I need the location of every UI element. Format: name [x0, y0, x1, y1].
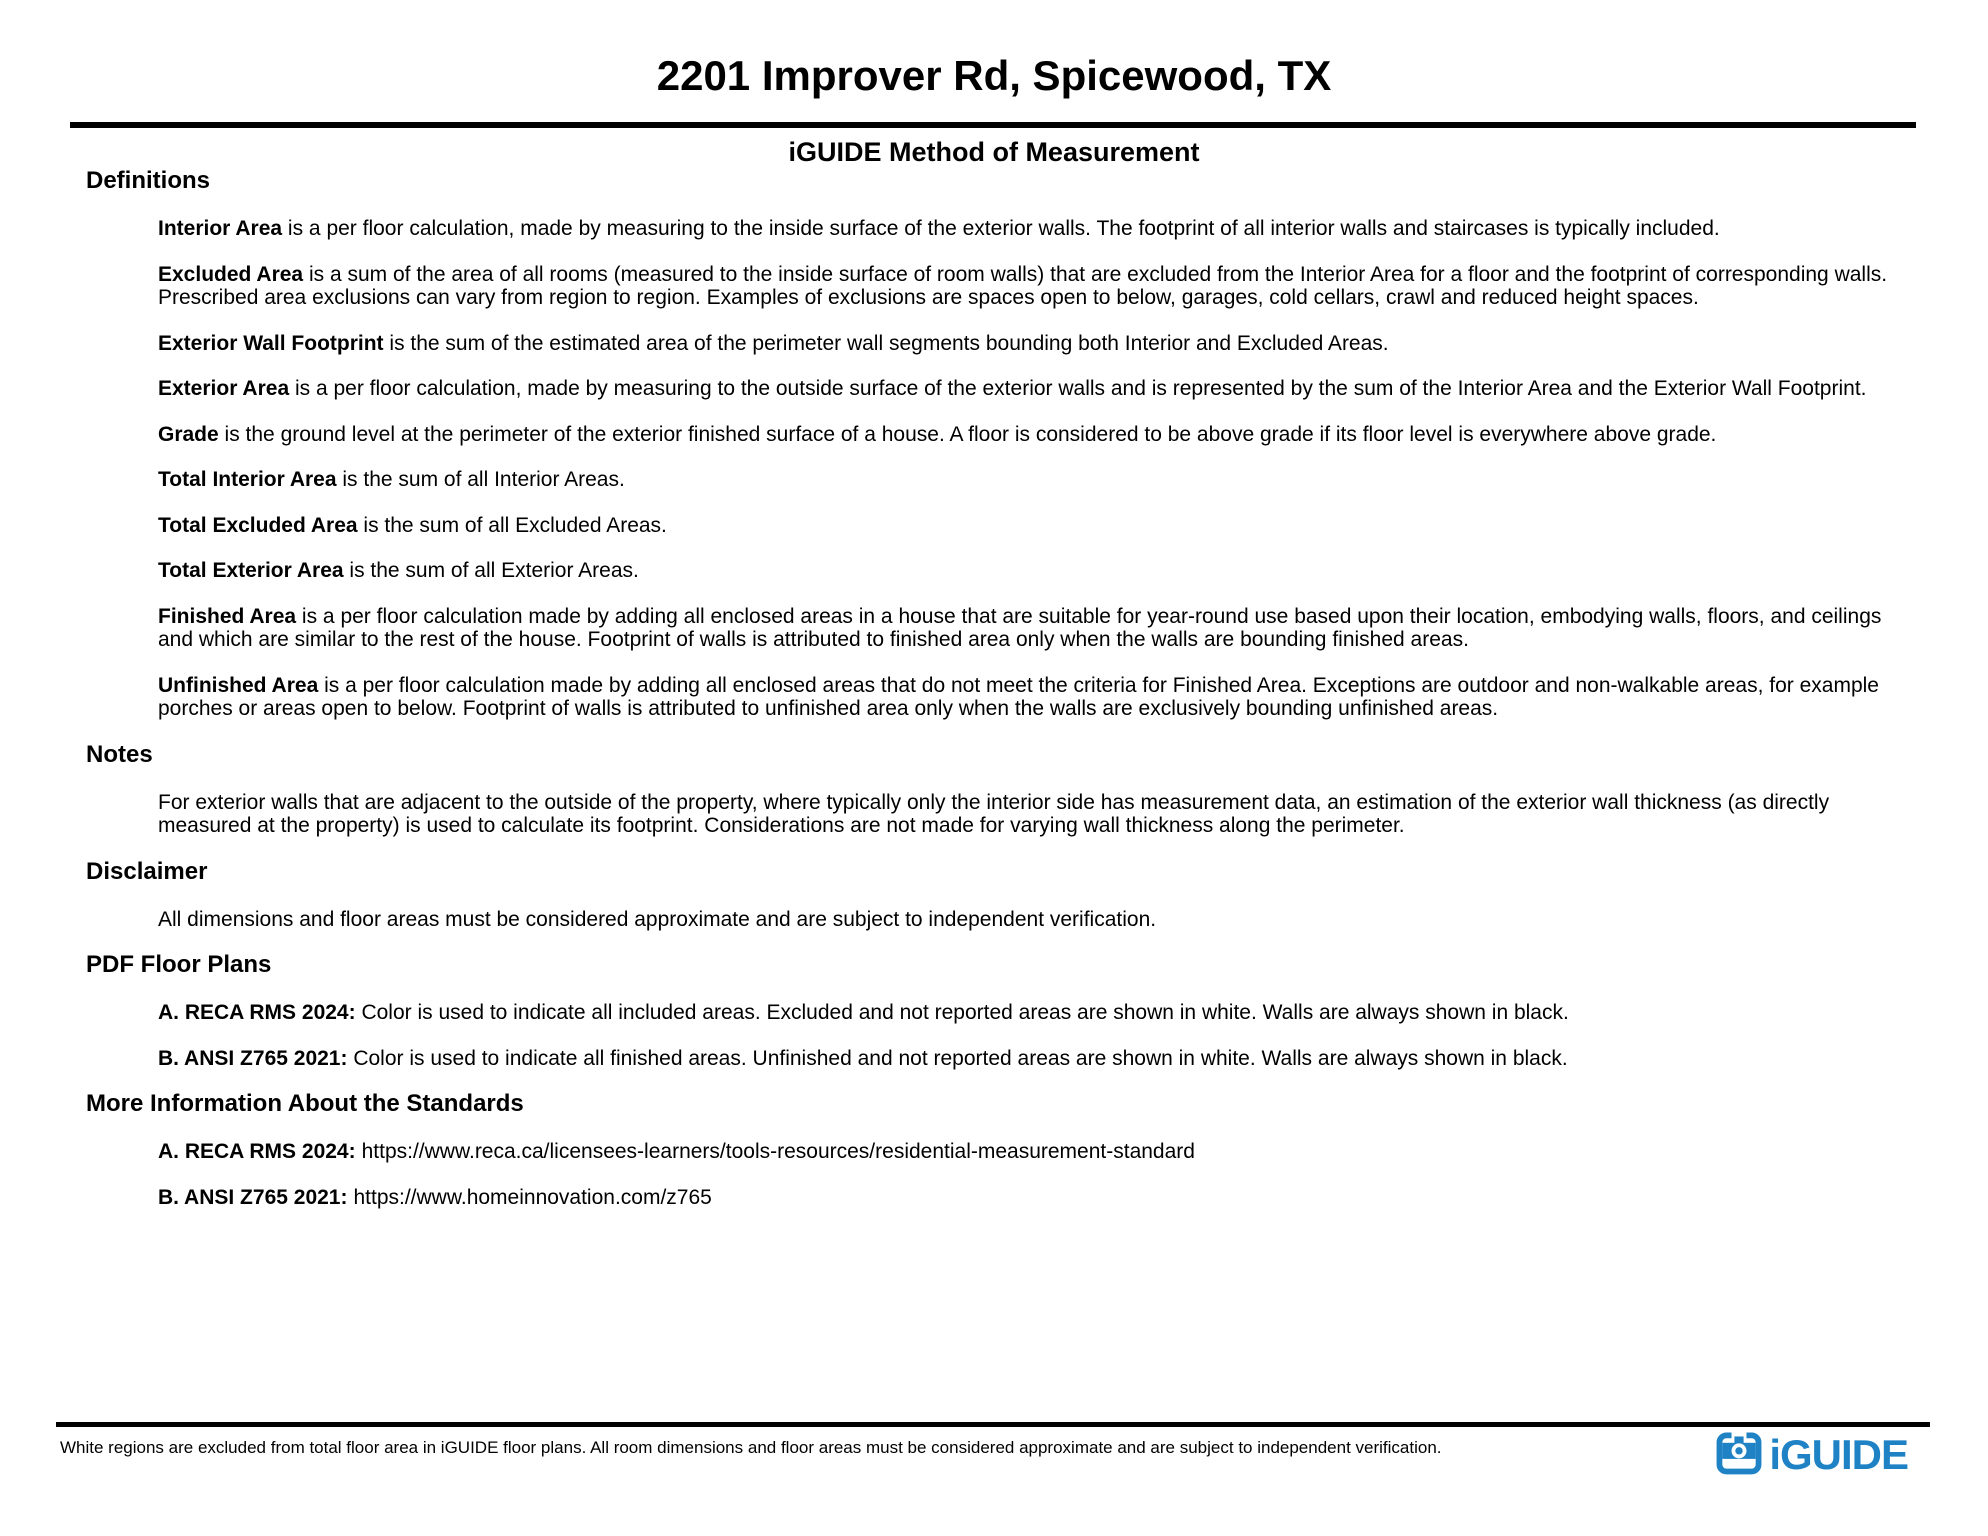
definition-total-exterior-area [158, 559, 1918, 583]
definition-total-excluded-area [158, 514, 1918, 538]
page-footer [0, 1422, 1988, 1480]
standard-label: A. RECA RMS 2024: [158, 1140, 356, 1164]
definition-term: Exterior Wall Footprint [158, 331, 384, 355]
definition-term: Grade [158, 422, 219, 446]
definition-unfinished-area [158, 674, 1918, 721]
definition-total-interior-area [158, 468, 1918, 492]
definition-text: is a per floor calculation, made by measuring to the outside surface of the exterior walls and is represented by the sum of the Interior Area and the Exterior Wall Footprint. [289, 377, 1867, 401]
definition-text: is the sum of the estimated area of the perimeter wall segments bounding both Interior and Excluded Areas. [383, 331, 1389, 355]
definition-term: Total Excluded Area [158, 513, 358, 537]
definition-exterior-area [158, 377, 1918, 401]
definition-text: is the sum of all Interior Areas. [336, 468, 625, 492]
section-heading-disclaimer: Disclaimer [86, 857, 208, 885]
definition-term: Exterior Area [158, 377, 290, 401]
notes-paragraph: For exterior walls that are adjacent to the outside of the property, where typically only the interior side has measurement data, an estimation of the exterior wall thickness (as directly measured at the property) is used to calculate its footprint. Considerations are not made for varying wall thickness along the perimeter. [158, 790, 1830, 838]
definition-excluded-area [158, 263, 1918, 310]
definition-text: is a sum of the area of all rooms (measured to the inside surface of room walls) that are excluded from the Interior Area for a floor and the footprint of corresponding walls. Prescribed area exclusions can vary from region to region. Examples of exclusions are spaces open to below, garages, cold cellars, crawl and reduced height spaces. [158, 262, 1888, 310]
page-title: 2201 Improver Rd, Spicewood, TX [656, 52, 1332, 99]
header-divider [70, 122, 1916, 128]
definition-exterior-wall-footprint [158, 332, 1918, 356]
standard-description: Color is used to indicate all finished areas. Unfinished and not reported areas are shown in white. Walls are always shown in black. [347, 1046, 1568, 1070]
iguide-logo [1716, 1427, 1908, 1480]
definition-term: Interior Area [158, 217, 283, 241]
definition-text: is a per floor calculation made by adding all enclosed areas in a house that are suitable for year-round use based upon their location, embodying walls, floors, and ceilings and which are similar to the rest of the house. Footprint of walls is attributed to finished area only when the walls are bounding finished areas. [158, 604, 1882, 652]
standard-link-item-reca [158, 1140, 1918, 1164]
standard-description: Color is used to indicate all included areas. Excluded and not reported areas are shown in white. Walls are always shown in black. [355, 1001, 1569, 1025]
section-heading-pdf-floor-plans: PDF Floor Plans [86, 951, 272, 979]
definition-text: is the sum of all Exterior Areas. [343, 559, 639, 583]
section-heading-definitions: Definitions [86, 167, 210, 195]
definition-term: Finished Area [158, 604, 297, 628]
section-heading-more-information: More Information About the Standards [86, 1090, 524, 1118]
definition-text: is the ground level at the perimeter of the exterior finished surface of a house. A floor is considered to be above grade if its floor level is everywhere above grade. [218, 422, 1717, 446]
definition-interior-area [158, 217, 1918, 241]
page-subtitle: iGUIDE Method of Measurement [788, 137, 1200, 168]
standard-label: B. ANSI Z765 2021: [158, 1185, 348, 1209]
definition-term: Total Interior Area [158, 468, 337, 492]
pdf-floor-plan-item-reca [158, 1001, 1918, 1025]
footer-note: White regions are excluded from total floor area in iGUIDE floor plans. All room dimensions and floor areas must be considered approximate and are subject to independent verification. [60, 1438, 1442, 1457]
section-heading-notes: Notes [86, 740, 153, 768]
pdf-floor-plan-item-ansi [158, 1047, 1918, 1071]
definition-term: Excluded Area [158, 262, 304, 286]
definition-grade [158, 423, 1918, 447]
definition-finished-area [158, 605, 1918, 652]
definition-text: is the sum of all Excluded Areas. [357, 513, 667, 537]
standard-label: A. RECA RMS 2024: [158, 1001, 356, 1025]
definition-term: Unfinished Area [158, 673, 319, 697]
disclaimer-paragraph: All dimensions and floor areas must be considered approximate and are subject to independent verification. [158, 907, 1157, 931]
definition-text: is a per floor calculation, made by measuring to the inside surface of the exterior walls. The footprint of all interior walls and staircases is typically included. [282, 217, 1720, 241]
standard-link-item-ansi [158, 1186, 1918, 1210]
standard-label: B. ANSI Z765 2021: [158, 1046, 348, 1070]
reca-standard-link[interactable]: https://www.reca.ca/licensees-learners/tools-resources/residential-measurement-standard [361, 1140, 1195, 1164]
camera-icon [1716, 1429, 1762, 1480]
definition-text: is a per floor calculation made by adding all enclosed areas that do not meet the criteria for Finished Area. Exceptions are outdoor and non-walkable areas, for example porches or areas open to below. Footprint of walls is attributed to unfinished area only when the walls are exclusively bounding unfinished areas. [158, 673, 1879, 721]
iguide-logo-text: iGUIDE [1769, 1430, 1908, 1478]
definition-term: Total Exterior Area [158, 559, 344, 583]
ansi-standard-link[interactable]: https://www.homeinnovation.com/z765 [353, 1185, 712, 1209]
